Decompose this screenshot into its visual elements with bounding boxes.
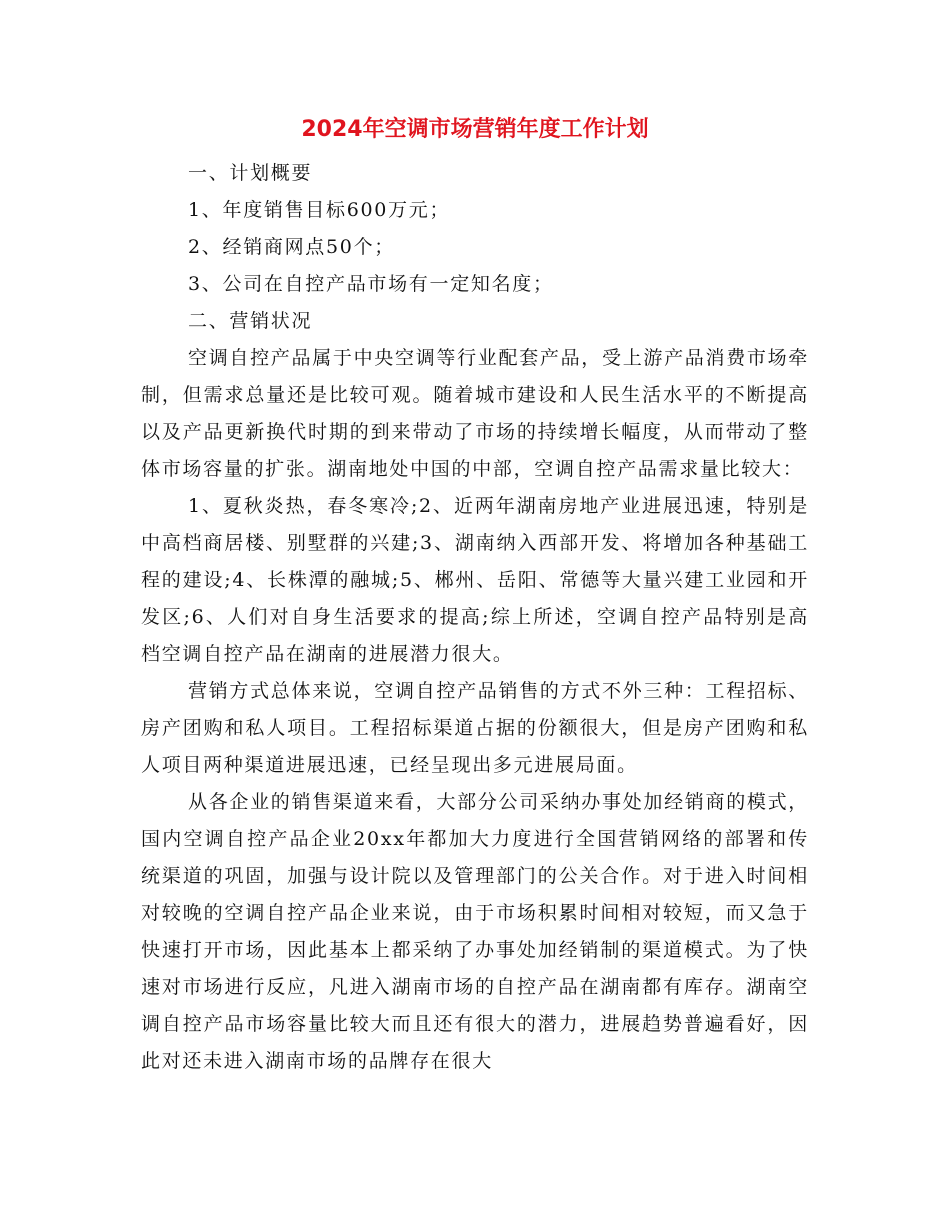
paragraph-market-demand: 空调自控产品属于中央空调等行业配套产品，受上游产品消费市场牵制，但需求总量还是比较可观。随着城市建设和人民生活水平的不断提高以及产品更新换代时期的到来带动了市场的持续增长幅度，从而带动了整体市场容量的扩张。湖南地处中国的中部，空调自控产品需求量比较大： [141,347,810,480]
section-heading-overview: 一、计划概要 [188,162,313,184]
list-item-sales-target: 1、年度销售目标600万元； [188,199,451,221]
section-heading-marketing-status: 二、营销状况 [188,310,313,332]
list-item-dealer-outlets: 2、经销商网点50个； [188,236,395,258]
document-title: 2024年空调市场营销年度工作计划 [301,117,649,142]
list-item-brand-awareness: 3、公司在自控产品市场有一定知名度； [188,273,554,295]
document-body [141,155,809,1080]
paragraph-demand-factors: 1、夏秋炎热，春冬寒冷;2、近两年湖南房地产业进展迅速，特别是中高档商居楼、别墅群的兴建;3、湖南纳入西部开发、将增加各种基础工程的建设;4、长株潭的融城;5、郴州、岳阳、常德等大量兴建工业园和开发区;6、人们对自身生活要求的提高;综上所述，空调自控产品特别是高档空调自控产品在湖南的进展潜力很大。 [141,495,809,665]
paragraph-sales-methods: 营销方式总体来说，空调自控产品销售的方式不外三种：工程招标、房产团购和私人项目。工程招标渠道占据的份额很大，但是房产团购和私人项目两种渠道进展迅速，已经呈现出多元进展局面。 [141,680,810,776]
paragraph-sales-channels: 从各企业的销售渠道来看，大部分公司采纳办事处加经销商的模式，国内空调自控产品企业20xx年都加大力度进行全国营销网络的部署和传统渠道的巩固，加强与设计院以及管理部门的公关合作。对于进入时间相对较晚的空调自控产品企业来说，由于市场积累时间相对较短，而又急于快速打开市场，因此基本上都采纳了办事处加经销制的渠道模式。为了快速对市场进行反应，凡进入湖南市场的自控产品在湖南都有库存。湖南空调自控产品市场容量比较大而且还有很大的潜力，进展趋势普遍看好，因此对还未进入湖南市场的品牌存在很大 [141,791,810,1072]
